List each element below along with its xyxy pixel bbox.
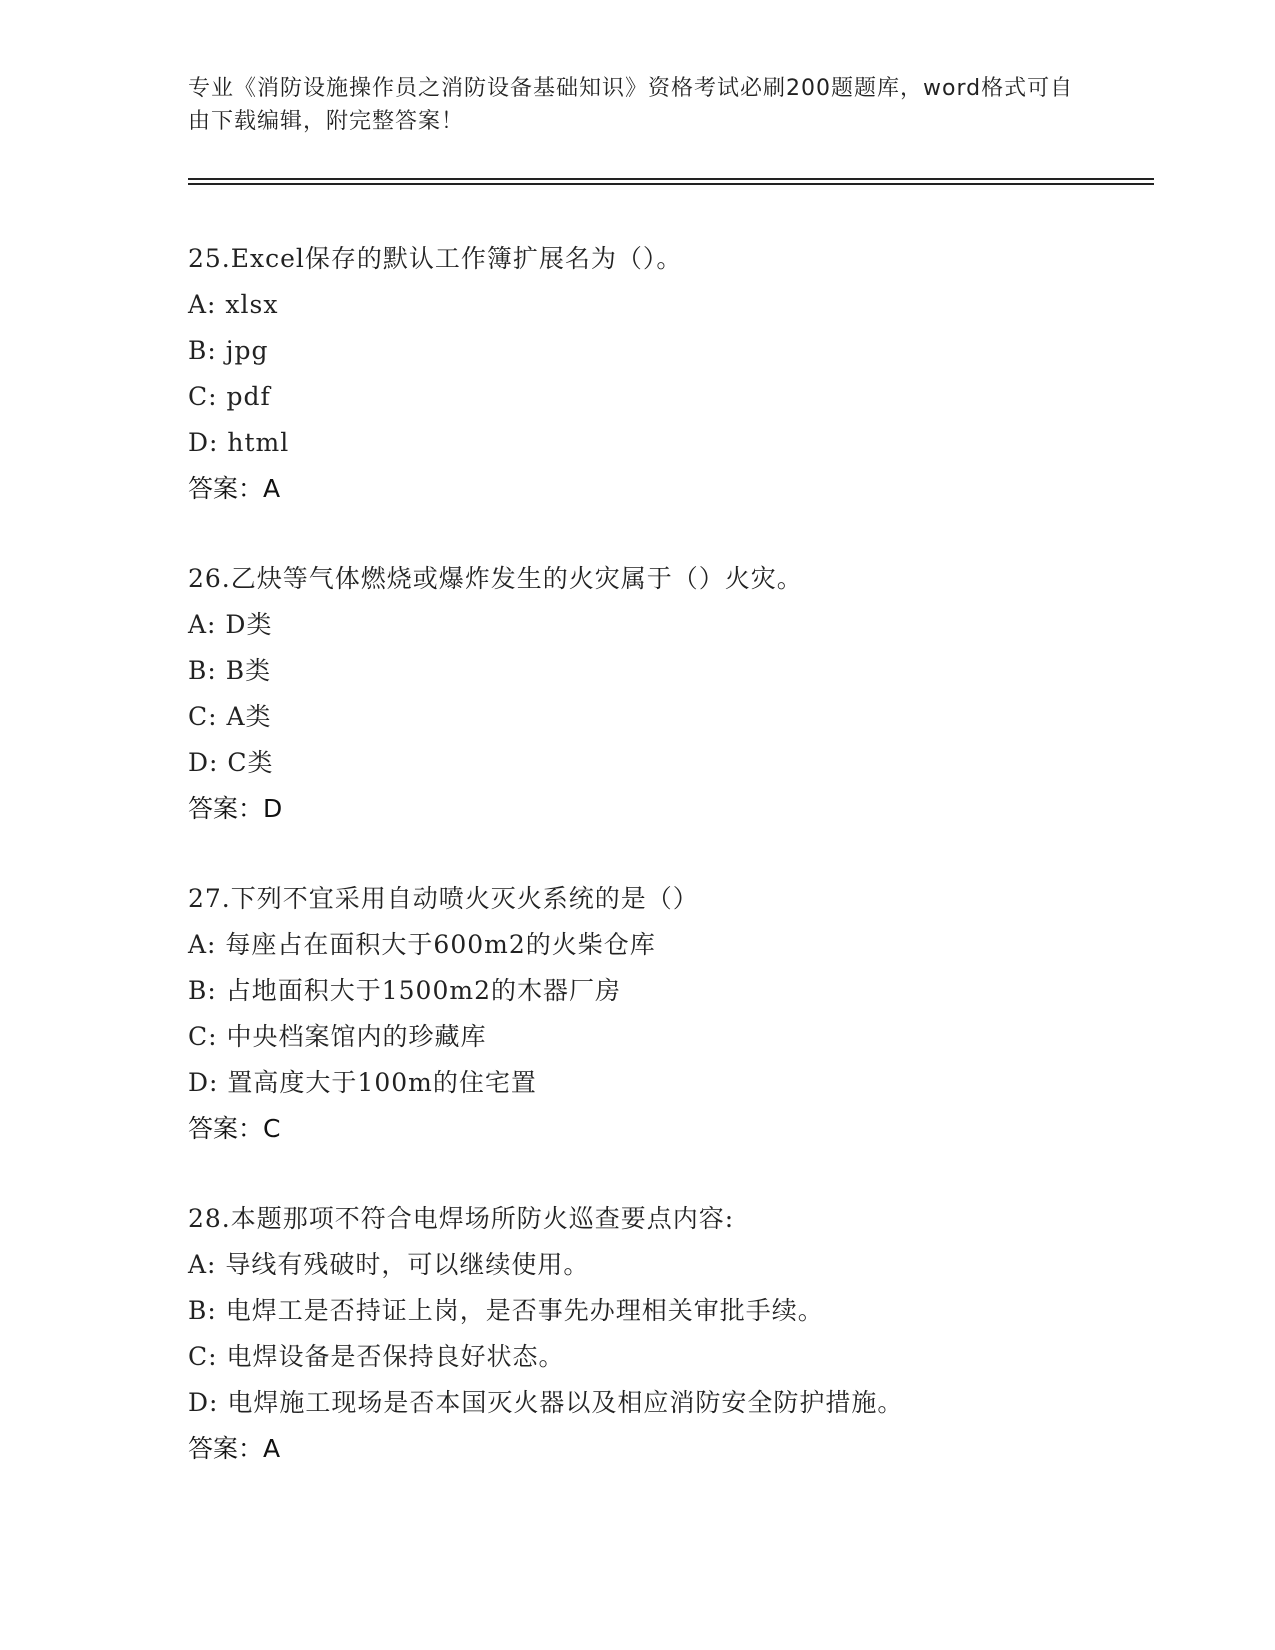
question-stem: 26.乙炔等气体燃烧或爆炸发生的火灾属于（）火灾。: [188, 564, 803, 593]
option-c: C: pdf: [188, 382, 271, 411]
option-a: A: xlsx: [188, 290, 279, 319]
option-c: C: 中央档案馆内的珍藏库: [188, 1022, 487, 1051]
header-divider-top: [188, 178, 1154, 180]
option-b: B: 电焊工是否持证上岗，是否事先办理相关审批手续。: [188, 1296, 824, 1325]
question-stem: 25.Excel保存的默认工作簿扩展名为（）。: [188, 244, 683, 273]
option-c: C: A类: [188, 702, 272, 731]
answer: 答案：A: [188, 474, 281, 503]
option-a: A: 导线有残破时，可以继续使用。: [188, 1250, 590, 1279]
option-a: A: D类: [188, 610, 273, 639]
option-b: B: jpg: [188, 336, 269, 365]
question-stem: 28.本题那项不符合电焊场所防火巡查要点内容:: [188, 1204, 735, 1233]
option-d: D: C类: [188, 748, 274, 777]
question-27: [188, 876, 1168, 1152]
question-25: [188, 236, 1168, 512]
document-header: 专业《消防设施操作员之消防设备基础知识》资格考试必刷200题题库，word格式可自由下载编辑，附完整答案！: [188, 76, 1074, 134]
answer: 答案：D: [188, 794, 283, 823]
option-b: B: B类: [188, 656, 272, 685]
header-divider-bottom: [188, 183, 1154, 185]
question-stem: 27.下列不宜采用自动喷火灭火系统的是（）: [188, 884, 699, 913]
option-d: D: 电焊施工现场是否本国灭火器以及相应消防安全防护措施。: [188, 1388, 904, 1417]
option-b: B: 占地面积大于1500m2的木器厂房: [188, 976, 621, 1005]
option-c: C: 电焊设备是否保持良好状态。: [188, 1342, 565, 1371]
option-d: D: html: [188, 428, 290, 457]
question-26: [188, 556, 1168, 832]
answer: 答案：C: [188, 1114, 281, 1143]
answer: 答案：A: [188, 1434, 281, 1463]
option-d: D: 置高度大于100m的住宅置: [188, 1068, 537, 1097]
option-a: A: 每座占在面积大于600m2的火柴仓库: [188, 930, 656, 959]
question-28: [188, 1196, 1168, 1472]
